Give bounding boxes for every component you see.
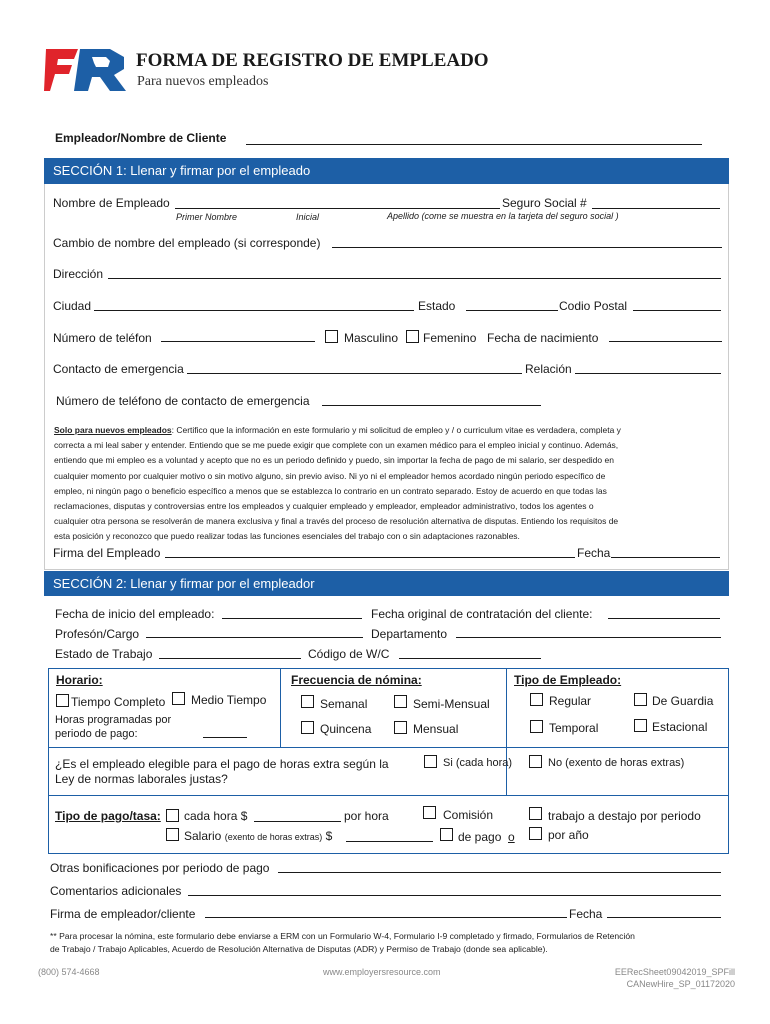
male-label: Masculino bbox=[344, 331, 399, 345]
per-hour-label: por hora bbox=[344, 809, 389, 823]
zip-field[interactable] bbox=[633, 310, 721, 311]
biweekly-label: Quincena bbox=[320, 722, 372, 736]
employee-signature-label: Firma del Empleado bbox=[53, 546, 161, 560]
box-divider-vertical-2 bbox=[506, 668, 507, 795]
seasonal-label: Estacional bbox=[652, 720, 708, 734]
section1-header: SECCIÓN 1: Llenar y firmar por el empleado bbox=[44, 158, 729, 184]
ssn-field[interactable] bbox=[592, 208, 720, 209]
relation-label: Relación bbox=[525, 362, 572, 376]
disclaimer-line-3: entiendo que mi empleo es a voluntad y acepto que no es un periodo definido y puedo, sin importar la fecha de pago de mi salario, ser despedido en bbox=[54, 455, 614, 466]
department-label: Departamento bbox=[371, 627, 448, 641]
footer-code-line2: CANewHire_SP_01172020 bbox=[626, 979, 735, 989]
emp-type-heading: Tipo de Empleado: bbox=[514, 673, 622, 687]
no-checkbox[interactable] bbox=[529, 755, 542, 768]
salary-checkbox[interactable] bbox=[166, 828, 179, 841]
comments-label: Comentarios adicionales bbox=[50, 884, 182, 898]
emergency-phone-field[interactable] bbox=[322, 405, 541, 406]
yes-label: Si (cada hora) bbox=[443, 757, 513, 769]
semimonthly-checkbox[interactable] bbox=[394, 695, 407, 708]
semimonthly-label: Semi-Mensual bbox=[413, 697, 490, 711]
disclaimer-line-6: reclamaciones, disputas y controversias entre los empleados y cualquier empleado y empleador, empleador administrativo, todos los agentes o bbox=[54, 501, 594, 512]
address-field[interactable] bbox=[108, 278, 721, 279]
footer-note-line2: de Trabajo / Trabajo Aplicables, Acuerdo de Resolución Alternativa de Disputas (ADR) y Permiso de Trabajo (donde sea aplicable). bbox=[50, 944, 548, 954]
female-checkbox[interactable] bbox=[406, 330, 419, 343]
per-year-label: por año bbox=[548, 828, 589, 842]
disclaimer-block bbox=[54, 423, 724, 545]
full-time-checkbox[interactable] bbox=[56, 694, 69, 707]
disclaimer-line-4: cualquier momento por cualquier motivo o sin motivo alguno, sin previo aviso. Ni yo ni el empleador hemos acordado ningún periodo específico de bbox=[54, 470, 606, 481]
footer-note-line1: ** Para procesar la nómina, este formulario debe enviarse a ERM con un Formulario W-4, Formulario I-9 completado y firmado, Formularios de Retención bbox=[50, 931, 635, 941]
per-year-checkbox[interactable] bbox=[529, 827, 542, 840]
box-divider-horizontal bbox=[48, 747, 729, 748]
profession-label: Profesón/Cargo bbox=[55, 627, 140, 641]
emergency-phone-label: Número de teléfono de contacto de emergencia bbox=[56, 394, 310, 408]
hourly-rate-field[interactable] bbox=[254, 821, 341, 822]
weekly-label: Semanal bbox=[320, 697, 368, 711]
piecework-checkbox[interactable] bbox=[529, 807, 542, 820]
work-state-field[interactable] bbox=[159, 658, 301, 659]
hourly-checkbox[interactable] bbox=[166, 809, 179, 822]
disclaimer-line-8: esta posición y reconozco que puedo realizar todas las funciones esenciales del trabajo con o sin adaptaciones razonables. bbox=[54, 531, 520, 542]
pay-type-heading: Tipo de pago/tasa: bbox=[55, 809, 161, 823]
employee-date-field[interactable] bbox=[611, 557, 720, 558]
box-divider-vertical-1 bbox=[280, 668, 281, 747]
pay-freq-heading: Frecuencia de nómina: bbox=[291, 673, 422, 687]
company-logo bbox=[44, 45, 128, 93]
start-date-field[interactable] bbox=[222, 618, 362, 619]
biweekly-checkbox[interactable] bbox=[301, 721, 314, 734]
zip-label: Codio Postal bbox=[559, 299, 628, 313]
commission-label: Comisión bbox=[443, 808, 494, 822]
per-pay-checkbox[interactable] bbox=[440, 828, 453, 841]
salary-label: Salario (exento de horas extras) $ bbox=[184, 829, 333, 843]
other-bonus-label: Otras bonificaciones por periodo de pago bbox=[50, 861, 270, 875]
disclaimer-line-5: empleo, ni ningún pago o beneficio específico a menos que se establezca lo contrario en un contrato separado. Estoy de acuerdo en que todas las bbox=[54, 485, 607, 496]
piecework-label: trabajo a destajo por periodo bbox=[548, 809, 701, 823]
male-checkbox[interactable] bbox=[325, 330, 338, 343]
footer-code-line1: EERecSheet09042019_SPFill bbox=[614, 967, 735, 977]
seasonal-checkbox[interactable] bbox=[634, 719, 647, 732]
page-title: FORMA DE REGISTRO DE EMPLEADO bbox=[136, 50, 489, 71]
disclaimer-line-7: cualquier otra persona se resolverán de manera exclusiva y final a través del proceso de resolución alternativa de disputas. Entiendo los requisitos de bbox=[54, 516, 619, 527]
employer-date-field[interactable] bbox=[607, 917, 721, 918]
ssn-label: Seguro Social # bbox=[502, 196, 587, 210]
wc-code-label: Código de W/C bbox=[308, 647, 390, 661]
phone-label: Número de teléfon bbox=[53, 331, 152, 345]
per-pay-label: de pago bbox=[458, 830, 502, 844]
client-label: Empleador/Nombre de Cliente bbox=[55, 131, 227, 145]
hourly-label: cada hora $ bbox=[184, 809, 248, 823]
commission-checkbox[interactable] bbox=[423, 806, 436, 819]
city-label: Ciudad bbox=[53, 299, 92, 313]
disclaimer-lead: Solo para nuevos empleados bbox=[54, 425, 172, 435]
emergency-contact-field[interactable] bbox=[187, 373, 522, 374]
start-date-label: Fecha de inicio del empleado: bbox=[55, 607, 215, 621]
wc-code-field[interactable] bbox=[399, 658, 541, 659]
emergency-contact-label: Contacto de emergencia bbox=[53, 362, 184, 376]
employee-date-label: Fecha bbox=[577, 546, 611, 560]
employer-signature-field[interactable] bbox=[205, 917, 567, 918]
hours-field[interactable] bbox=[203, 737, 247, 738]
other-bonus-field[interactable] bbox=[278, 872, 721, 873]
hours-label-line2: periodo de pago: bbox=[55, 728, 138, 740]
part-time-checkbox[interactable] bbox=[172, 692, 185, 705]
regular-label: Regular bbox=[549, 694, 592, 708]
relation-field[interactable] bbox=[575, 373, 721, 374]
disclaimer-line-2: correcta a mi leal saber y entender. Entiendo que se me puede exigir que complete con un examen médico para el empleo inicial y continuo. Además, bbox=[54, 440, 619, 451]
weekly-checkbox[interactable] bbox=[301, 695, 314, 708]
dob-label: Fecha de nacimiento bbox=[487, 331, 599, 345]
exempt-question-line1: ¿Es el empleado elegible para el pago de horas extra según la bbox=[55, 757, 389, 771]
client-field[interactable] bbox=[246, 144, 702, 145]
employee-signature-field[interactable] bbox=[165, 557, 575, 558]
temporary-label: Temporal bbox=[549, 721, 599, 735]
first-name-hint: Primer Nombre bbox=[176, 212, 238, 222]
monthly-checkbox[interactable] bbox=[394, 721, 407, 734]
comments-field[interactable] bbox=[188, 895, 721, 896]
part-time-label: Medio Tiempo bbox=[191, 693, 267, 707]
guard-checkbox[interactable] bbox=[634, 693, 647, 706]
monthly-label: Mensual bbox=[413, 722, 459, 736]
name-change-label: Cambio de nombre del empleado (si corresponde) bbox=[53, 236, 321, 250]
employee-name-field[interactable] bbox=[175, 208, 500, 209]
last-name-hint: Apellido (come se muestra en la tarjeta del seguro social ) bbox=[387, 211, 619, 221]
guard-label: De Guardia bbox=[652, 694, 714, 708]
regular-checkbox[interactable] bbox=[530, 693, 543, 706]
exempt-question-line2: Ley de normas laborales justas? bbox=[55, 772, 228, 786]
schedule-heading: Horario: bbox=[56, 673, 103, 687]
work-state-label: Estado de Trabajo bbox=[55, 647, 153, 661]
state-field[interactable] bbox=[466, 310, 558, 311]
city-field[interactable] bbox=[94, 310, 414, 311]
dob-field[interactable] bbox=[609, 341, 722, 342]
temporary-checkbox[interactable] bbox=[530, 720, 543, 733]
box-divider-mid bbox=[48, 795, 729, 796]
employer-signature-label: Firma de empleador/cliente bbox=[50, 907, 196, 921]
salary-rate-field[interactable] bbox=[346, 841, 433, 842]
profession-field[interactable] bbox=[146, 637, 363, 638]
section2-header: SECCIÓN 2: Llenar y firmar por el empleador bbox=[44, 571, 729, 596]
salary-hint: (exento de horas extras) bbox=[224, 832, 323, 842]
no-label: No (exento de horas extras) bbox=[548, 757, 685, 769]
disclaimer-line-1: Solo para nuevos empleados: Certifico que la información en este formulario y mi solicitud de empleo y / o curriculum vitae es verdadera, completa y bbox=[54, 425, 621, 435]
initial-hint: Inicial bbox=[296, 212, 320, 222]
hours-label-line1: Horas programadas por bbox=[55, 714, 172, 726]
department-field[interactable] bbox=[456, 637, 721, 638]
female-label: Femenino bbox=[423, 331, 477, 345]
phone-field[interactable] bbox=[161, 341, 315, 342]
name-change-field[interactable] bbox=[332, 247, 722, 248]
employer-date-label: Fecha bbox=[569, 907, 603, 921]
full-time-label: Tiempo Completo bbox=[71, 695, 166, 709]
yes-checkbox[interactable] bbox=[424, 755, 437, 768]
state-label: Estado bbox=[418, 299, 456, 313]
employee-name-label: Nombre de Empleado bbox=[53, 196, 170, 210]
original-hire-field[interactable] bbox=[608, 618, 720, 619]
or-label: o bbox=[508, 830, 515, 844]
page-subtitle: Para nuevos empleados bbox=[137, 74, 269, 89]
address-label: Dirección bbox=[53, 267, 104, 281]
footer-phone: (800) 574-4668 bbox=[38, 967, 100, 977]
original-hire-label: Fecha original de contratación del cliente: bbox=[371, 607, 593, 621]
footer-website[interactable]: www.employersresource.com bbox=[323, 967, 441, 977]
